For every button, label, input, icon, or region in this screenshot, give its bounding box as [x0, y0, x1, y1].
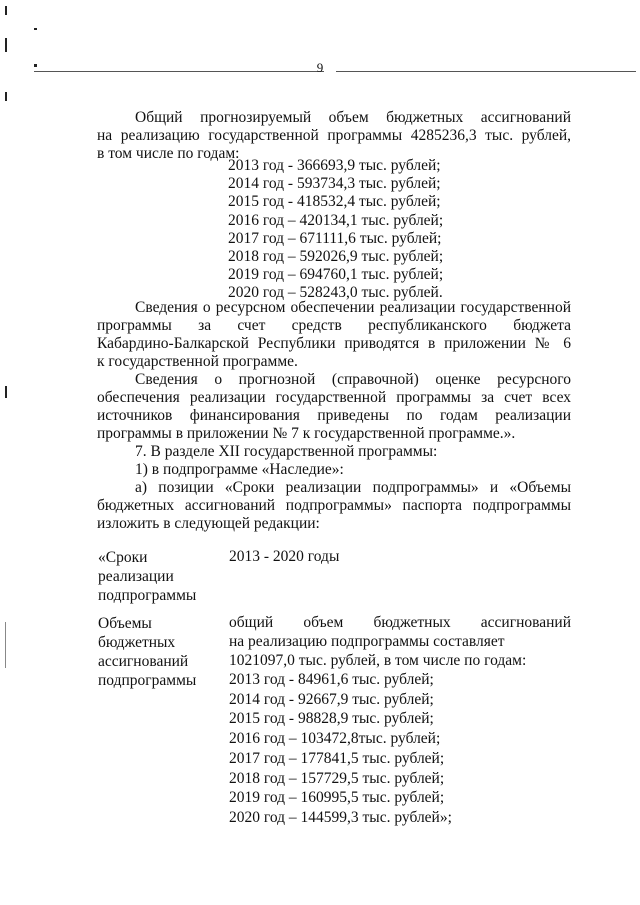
page-number: 9 — [316, 60, 324, 75]
volume-year-line: 2018 год – 157729,5 тыс. рублей; — [229, 769, 445, 787]
resource-line-1: Сведения о ресурсном обеспечении реализации государственной — [135, 299, 571, 316]
budget-year-line: 2013 год - 366693,9 тыс. рублей; — [228, 157, 441, 174]
budget-year-line: 2017 год – 671111,6 тыс. рублей; — [228, 229, 442, 247]
volume-year-line: 2020 год – 144599,3 тыс. рублей»; — [229, 808, 452, 826]
item-a-line-3: изложить в следующей редакции: — [97, 515, 320, 532]
volume-label-line-1: Объемы — [98, 615, 152, 632]
budget-year-line: 2015 год - 418532,4 тыс. рублей; — [228, 193, 441, 211]
volume-year-line: 2017 год – 177841,5 тыс. рублей; — [229, 749, 445, 767]
terms-label-line-2: реализации — [98, 568, 174, 585]
volume-year-line: 2019 год – 160995,5 тыс. рублей; — [229, 789, 445, 807]
budget-year-line: 2020 год – 528243,0 тыс. рублей. — [228, 284, 443, 302]
scan-mark-top — [5, 6, 7, 15]
forecast-line-4: программы в приложении № 7 к государственной программе.». — [97, 425, 516, 442]
budget-year-line: 2019 год – 694760,1 тыс. рублей; — [228, 266, 444, 284]
resource-line-4: к государственной программе. — [97, 353, 298, 370]
volume-label-line-2: бюджетных — [98, 634, 176, 651]
scan-mark-left-2 — [5, 92, 7, 101]
terms-label-line-1: «Сроки — [98, 549, 148, 566]
budget-intro-line-2: на реализацию государственной программы 4285236,3 тыс. рублей, — [97, 127, 571, 144]
item-7-1: 1) в подпрограмме «Наследие»: — [135, 461, 344, 478]
scan-mark-left-1 — [5, 38, 7, 52]
volume-label-line-3: ассигнований — [98, 653, 189, 670]
scan-mark-left-4 — [5, 622, 6, 668]
budget-intro-line-1: Общий прогнозируемый объем бюджетных ассигнований — [135, 109, 571, 126]
volume-label — [98, 614, 218, 690]
volume-year-line: 2014 год - 92667,9 тыс. рублей; — [229, 690, 434, 708]
forecast-line-3: источников финансирования приведены по годам реализации — [97, 407, 571, 424]
terms-value: 2013 - 2020 годы — [229, 548, 340, 565]
budget-intro-line-3: в том числе по годам: — [97, 145, 240, 162]
volume-year-line: 2015 год - 98828,9 тыс. рублей; — [229, 710, 434, 728]
resource-line-2: программы за счет средств республиканского бюджета — [97, 317, 571, 334]
resource-line-3: Кабардино-Балкарской Республики приводятся в приложении № 6 — [97, 335, 571, 352]
forecast-line-2: обеспечения реализации государственной программы за счет всех — [97, 389, 571, 406]
volume-line-3: 1021097,0 тыс. рублей, в том числе по годам: — [229, 652, 527, 669]
item-a-line-1: а) позиции «Сроки реализации подпрограммы» и «Объемы — [135, 479, 571, 496]
item-a-line-2: бюджетных ассигнований подпрограммы» паспорта подпрограммы — [97, 497, 571, 514]
forecast-line-1: Сведения о прогнозной (справочной) оценке ресурсного — [135, 371, 571, 388]
budget-year-line: 2018 год – 592026,9 тыс. рублей; — [228, 248, 444, 265]
terms-label — [98, 548, 218, 605]
item-7: 7. В разделе XII государственной программы: — [135, 443, 438, 460]
terms-label-line-3: подпрограммы — [98, 587, 197, 604]
scan-mark-dot-1 — [34, 28, 37, 30]
budget-year-line: 2016 год – 420134,1 тыс. рублей; — [228, 211, 444, 229]
volume-label-line-4: подпрограммы — [98, 672, 197, 689]
scan-mark-left-3 — [5, 386, 7, 398]
volume-line-2: на реализацию подпрограммы составляет — [229, 633, 505, 650]
volume-year-line: 2016 год – 103472,8тыс. рублей; — [229, 730, 441, 748]
volume-year-line: 2013 год - 84961,6 тыс. рублей; — [229, 671, 434, 688]
budget-year-line: 2014 год - 593734,3 тыс. рублей; — [228, 175, 441, 193]
volume-line-1: общий объем бюджетных ассигнований — [229, 614, 571, 631]
